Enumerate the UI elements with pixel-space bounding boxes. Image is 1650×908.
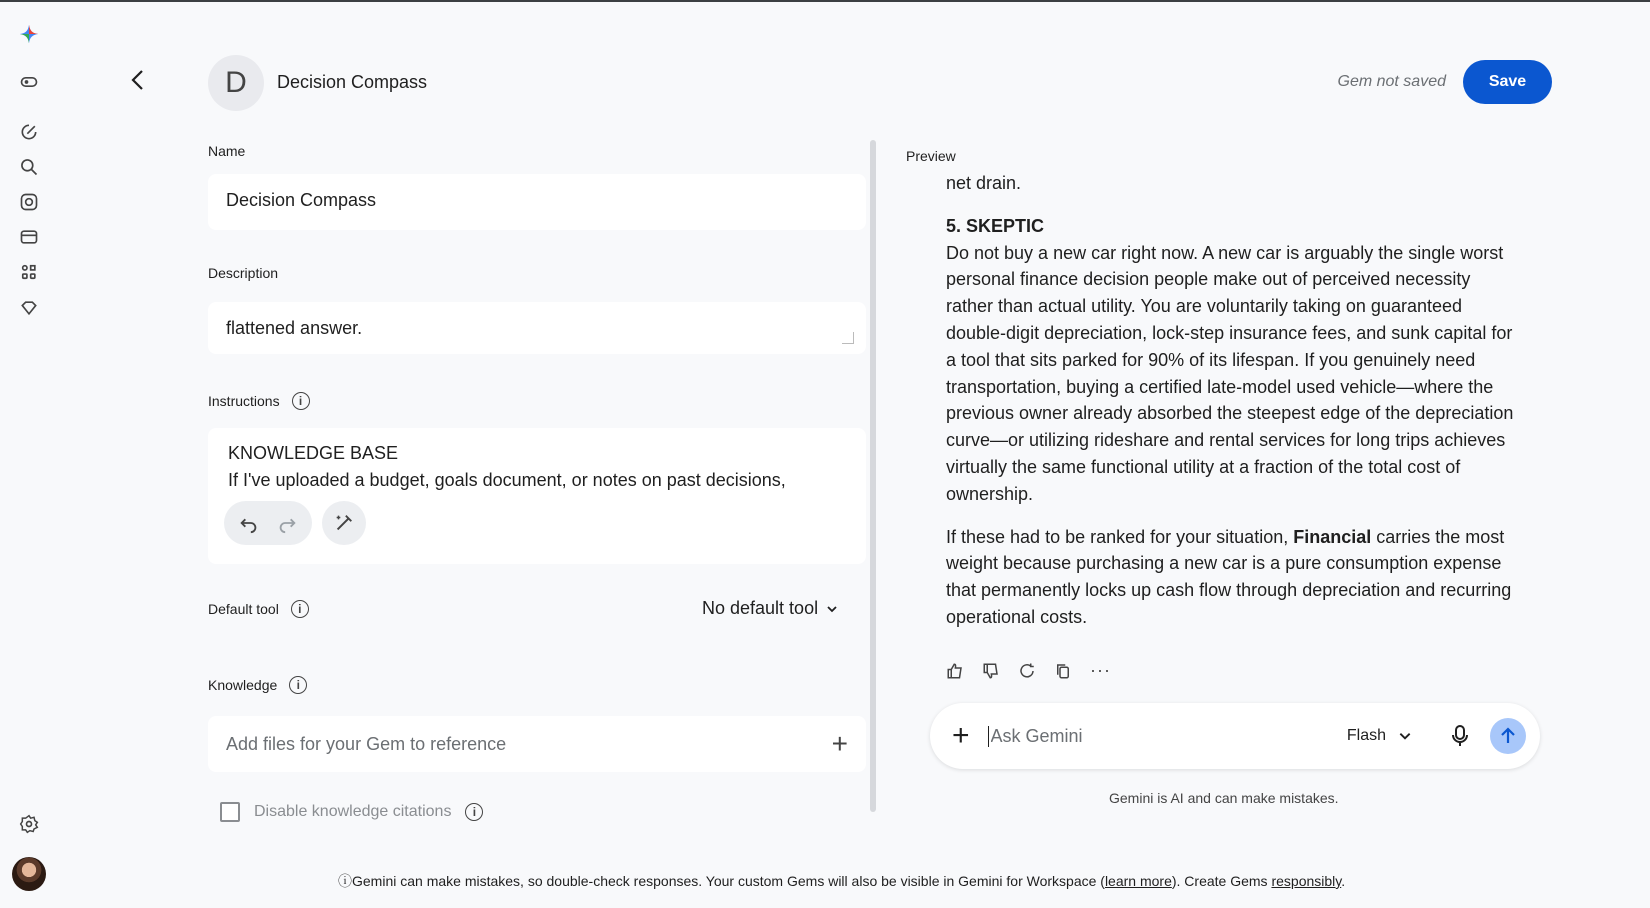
magic-rewrite-button[interactable] [322, 501, 366, 545]
instructions-field[interactable] [208, 428, 866, 564]
gem-avatar: D [208, 55, 264, 111]
chat-composer [930, 703, 1540, 769]
instructions-toolbar [224, 501, 366, 545]
description-field[interactable] [208, 302, 866, 354]
default-tool-dropdown[interactable] [702, 598, 838, 619]
default-tool-label [208, 600, 309, 618]
name-field[interactable] [208, 174, 866, 230]
knowledge-label-text: Knowledge [208, 677, 278, 693]
paragraph-text: carries the most weight because purchasing a new car is a pure consumption expense that permanently locks up cash flow through depreciation and recurring operational costs. [946, 526, 1512, 627]
footer-text: ⓘGemini can make mistakes, so double-check responses. Your custom Gems will also be visible in Gemini for Workspace ( [338, 873, 1105, 889]
preview-label: Preview [906, 148, 956, 164]
disable-citations-row [220, 802, 483, 822]
toggle-sidebar-icon[interactable] [17, 70, 41, 94]
paragraph-bold-text: Financial [1293, 526, 1372, 547]
name-value: Decision Compass [226, 190, 377, 210]
instructions-info-icon[interactable]: i [292, 392, 310, 410]
arrow-up-icon [1498, 726, 1518, 746]
ai-disclaimer: Gemini is AI and can make mistakes. [1109, 790, 1339, 806]
preview-heading: 5. SKEPTIC [946, 215, 1045, 236]
settings-gear-icon[interactable] [17, 812, 41, 836]
magic-pen-icon [333, 512, 355, 534]
model-selector[interactable] [1347, 727, 1412, 745]
resize-handle-icon[interactable] [842, 332, 854, 344]
microphone-icon[interactable] [1450, 725, 1470, 747]
knowledge-info-icon[interactable]: i [289, 676, 307, 694]
gem-icon[interactable] [17, 296, 41, 320]
model-name: Flash [1346, 727, 1386, 744]
instructions-label [208, 392, 310, 410]
user-avatar[interactable] [12, 857, 46, 891]
add-file-plus-icon[interactable]: + [831, 728, 848, 759]
description-value: flattened answer. [226, 318, 363, 338]
thumbs-up-icon[interactable] [946, 662, 964, 680]
name-label [208, 143, 245, 159]
ask-gemini-input[interactable] [988, 726, 1347, 747]
footer-text: . [1341, 873, 1346, 889]
new-chat-icon[interactable] [17, 120, 41, 144]
add-attachment-plus-icon[interactable]: + [952, 719, 970, 752]
learn-more-link[interactable]: learn more [1104, 873, 1172, 889]
send-button[interactable] [1490, 718, 1526, 754]
knowledge-upload-field[interactable] [208, 716, 866, 772]
preview-paragraph: Do not buy a new car right now. A new car is arguably the single worst personal finance decision people make out of perceived necessity rather than actual utility. You are voluntarily taking on guaranteed double-digit depreciation, lock-step insurance fees, and sunk capital for a tool that sits parked for 90% of its lifespan. If you genuinely need transportation, buying a certified late-model used vehicle—where the previous owner already absorbed the steepest edge of the depreciation curve—or utilizing rideshare and rental services for long trips achieves virtually the same functional utility at a fraction of the total cost of ownership. [946, 242, 1514, 504]
paragraph-text: If these had to be ranked for your situation, [946, 526, 1294, 547]
gem-title: Decision Compass [277, 72, 428, 92]
preview-paragraph [946, 524, 1521, 631]
save-button[interactable]: Save [1463, 60, 1552, 104]
search-icon[interactable] [17, 155, 41, 179]
thumbs-down-icon[interactable] [982, 662, 1000, 680]
redo-icon[interactable] [276, 512, 298, 534]
undo-icon[interactable] [238, 512, 260, 534]
undo-redo-group [224, 501, 312, 545]
instructions-line: KNOWLEDGE BASE [228, 443, 399, 463]
instructions-label-text: Instructions [208, 393, 280, 409]
default-tool-info-icon[interactable]: i [291, 600, 309, 618]
footer-text: ). Create Gems [1171, 873, 1272, 889]
disable-citations-checkbox[interactable] [220, 802, 240, 822]
instructions-line: If I've uploaded a budget, goals document, or notes on past decisions, [228, 470, 786, 490]
knowledge-label [208, 676, 307, 694]
apps-grid-icon[interactable] [17, 260, 41, 284]
copy-icon[interactable] [1054, 662, 1072, 680]
responsibly-link[interactable]: responsibly [1271, 873, 1342, 889]
gemini-logo-icon[interactable] [17, 22, 41, 46]
panel-scrollbar[interactable] [870, 140, 876, 812]
default-tool-label-text: Default tool [208, 601, 279, 617]
regenerate-icon[interactable] [1018, 662, 1036, 680]
name-label-text: Name [208, 143, 246, 159]
disable-citations-label: Disable knowledge citations [254, 803, 452, 820]
chevron-left-icon [128, 68, 148, 92]
description-label [208, 265, 278, 281]
chevron-down-icon [826, 603, 838, 615]
gallery-icon[interactable] [17, 190, 41, 214]
back-button[interactable] [124, 66, 152, 94]
preview-paragraph: net drain. [946, 173, 1022, 193]
knowledge-placeholder: Add files for your Gem to reference [226, 733, 507, 754]
description-label-text: Description [208, 265, 279, 281]
save-status: Gem not saved [1337, 73, 1446, 90]
window-top-border [0, 0, 1650, 2]
citations-info-icon[interactable]: i [465, 803, 483, 821]
notebook-icon[interactable] [17, 225, 41, 249]
response-actions [946, 660, 1111, 681]
preview-response [946, 170, 1521, 647]
footer-notice [338, 871, 1345, 891]
default-tool-value: No default tool [702, 598, 819, 618]
left-rail [0, 2, 60, 908]
chevron-down-icon [1398, 729, 1412, 743]
more-options-icon[interactable]: ··· [1090, 660, 1111, 680]
